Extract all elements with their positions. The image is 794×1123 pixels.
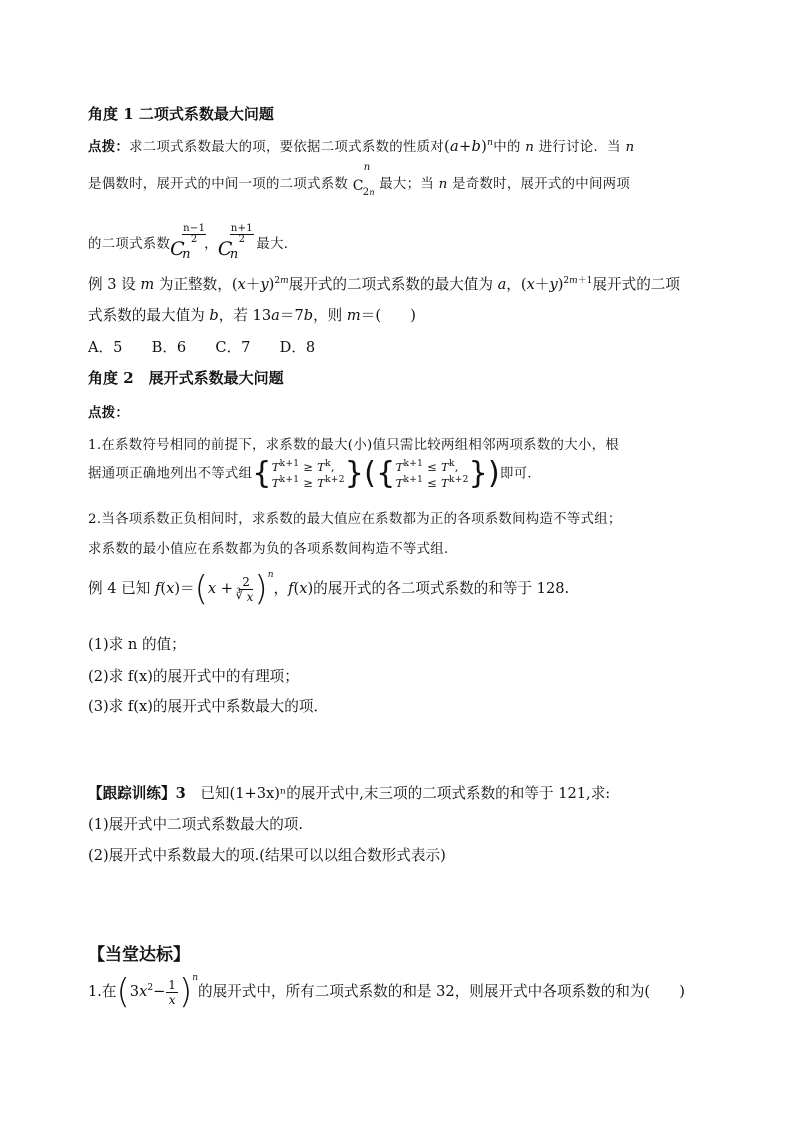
inequality-system-1: $T^{k+1} \ge T^k$, $T^{k+1} \ge T^{k+2}$	[271, 459, 345, 490]
binomial-right: C n $\frac{n+1}{2}$	[217, 223, 253, 262]
section-q1: 1.在($3x^2-$ $\frac{1}{x}$ )$^n$的展开式中，所有二项式系数的和是 32，则展开式中各项系数的和为( )	[88, 972, 686, 1012]
training-q1: (1)展开式中二项式系数最大的项.	[88, 816, 304, 833]
example3-line2: 式系数的最大值为 b，若 13a＝7b，则 m＝( )	[88, 307, 416, 324]
angle2-p1-line1: 1.在系数符号相同的前提下，求系数的最大(小)值只需比较两组相邻两项系数的大小，根	[88, 438, 619, 453]
angle2-p1-line2: 据通项正确地列出不等式组{$T^{k+1} \ge T^k$, $T^{k+1} \ge T^{k+2}\}(\{T^{k+1} \le T^k$, $T^{k+1} \le T^{k+2}$})即可．	[88, 455, 542, 491]
example4-q1: (1)求 n 的值；	[88, 636, 186, 653]
angle1-tip-line2: 是偶数时，展开式的中间一项的二项式系数 C n 2n 最大；当 n 是奇数时，展开式的中间两项	[88, 162, 631, 198]
binomial-middle: C n 2n	[352, 162, 375, 198]
binomial-left: C n $\frac{n-1}{2}$	[170, 223, 206, 262]
angle2-tip-label: 点拨：	[88, 405, 130, 421]
example3-line1: 例 3 设 m 为正整数，$(x+y)^{2m}$展开式的二项式系数的最大值为 a，$(x+y)^{2m+1}$展开式的二项	[88, 276, 680, 293]
fraction-2-over-cuberoot-x: 2 ∛ x	[239, 576, 254, 603]
training-q2: (2)展开式中系数最大的项.(结果可以以组合数形式表示)	[88, 847, 446, 864]
fraction-1-over-x: $\frac{1}{x}$	[168, 977, 176, 1007]
training-label: 【跟踪训练】3	[88, 785, 186, 802]
angle1-tip-line1: 点拨：求二项式系数最大的项，要依据二项式系数的性质对$(a+b)^n$中的 n 进行讨论．当 n	[88, 138, 635, 155]
training-line1: 【跟踪训练】3 已知(1+3x)ⁿ的展开式中,末三项的二项式系数的和等于 121,求:	[88, 785, 611, 802]
example4-line1: 例 4 已知 f(x)＝(x + 2 ∛ x )$^n$，f(x)的展开式的各二项式系数的和等于 128.	[88, 572, 569, 606]
angle1-title: 角度 1 二项式系数最大问题	[88, 105, 274, 123]
example4-q3: (3)求 f(x)的展开式中系数最大的项．	[88, 698, 329, 715]
angle1-tip-line3: 的二项式系数 C n $\frac{n-1}{2}$ ， C n $\frac{n+1}{2}$ 最大．	[88, 223, 298, 262]
angle2-p2-line1: 2.当各项系数正负相间时，求系数的最大值应在系数都为正的各项系数间构造不等式组；	[88, 512, 622, 527]
example3-options: A．5 B．6 C．7 D．8	[88, 339, 316, 356]
example4-q2: (2)求 f(x)的展开式中的有理项；	[88, 668, 299, 685]
tip-label: 点拨：	[88, 139, 130, 155]
angle2-title: 角度 2 展开式系数最大问题	[88, 369, 284, 387]
angle2-p2-line2: 求系数的最小值应在系数都为负的各项系数间构造不等式组.	[88, 542, 449, 557]
inequality-system-2: $T^{k+1} \le T^k$, $T^{k+1} \le T^{k+2}$	[395, 459, 469, 490]
section-title: 【当堂达标】	[88, 945, 190, 965]
